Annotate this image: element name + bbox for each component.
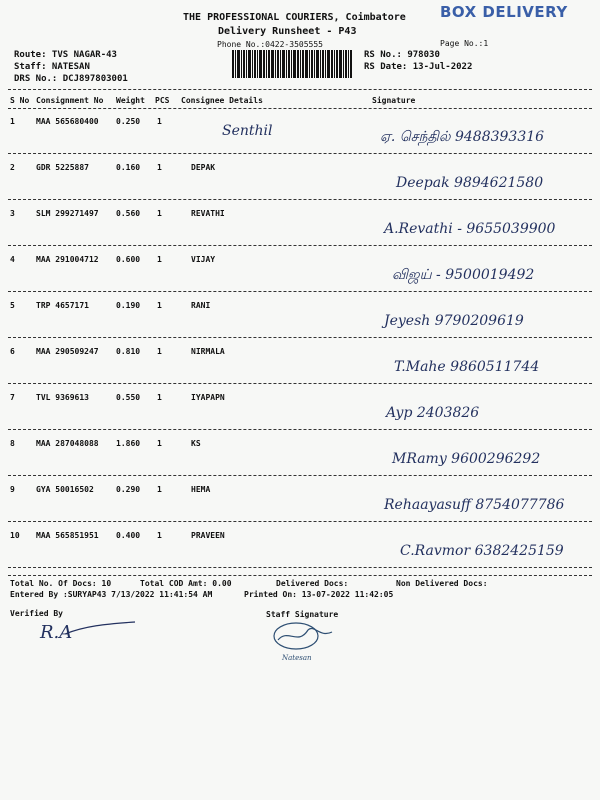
row-consignee: NIRMALA xyxy=(191,347,225,356)
row-sno: 8 xyxy=(10,439,15,448)
handwritten-name: Senthil xyxy=(222,123,273,139)
row-consignment: TVL 9369613 xyxy=(36,393,89,402)
row-divider xyxy=(8,337,592,338)
runsheet-title: Delivery Runsheet - P43 xyxy=(218,26,357,37)
header-divider-top xyxy=(8,89,592,90)
col-consignment: Consignment No xyxy=(36,96,104,105)
row-sno: 9 xyxy=(10,485,15,494)
header-divider-bottom xyxy=(8,108,592,109)
row-signature: விஜய் - 9500019492 xyxy=(392,267,535,283)
row-divider xyxy=(8,199,592,200)
row-weight: 1.860 xyxy=(116,439,141,448)
row-signature: MRamy 9600296292 xyxy=(392,451,541,467)
row-sno: 10 xyxy=(10,531,20,540)
rs-date: RS Date: 13-Jul-2022 xyxy=(364,62,473,72)
row-sno: 1 xyxy=(10,117,15,126)
row-signature: Deepak 9894621580 xyxy=(396,175,544,191)
row-weight: 0.190 xyxy=(116,301,141,310)
staff: Staff: NATESAN xyxy=(14,62,90,72)
delivered-docs: Delivered Docs: xyxy=(276,579,349,588)
printed-on: Printed On: 13-07-2022 11:42:05 xyxy=(244,590,394,599)
row-consignee: HEMA xyxy=(191,485,211,494)
row-consignment: TRP 4657171 xyxy=(36,301,89,310)
row-sno: 4 xyxy=(10,255,15,264)
row-weight: 0.160 xyxy=(116,163,141,172)
row-weight: 0.810 xyxy=(116,347,141,356)
row-divider xyxy=(8,521,592,522)
row-pcs: 1 xyxy=(157,347,162,356)
page-number: Page No.:1 xyxy=(440,39,489,48)
row-consignee: REVATHI xyxy=(191,209,225,218)
row-consignment: SLM 299271497 xyxy=(36,209,99,218)
staff-signature: Natesan xyxy=(282,654,312,662)
row-signature: T.Mahe 9860511744 xyxy=(394,359,540,375)
total-docs: Total No. Of Docs: 10 xyxy=(10,579,112,588)
row-consignee: IYAPAPN xyxy=(191,393,225,402)
staff-signature-label: Staff Signature xyxy=(266,610,339,619)
entered-by: Entered By :SURYAP43 7/13/2022 11:41:54 AM xyxy=(10,590,213,599)
row-pcs: 1 xyxy=(157,117,162,126)
row-divider xyxy=(8,153,592,154)
row-signature: A.Revathi - 9655039900 xyxy=(384,221,556,237)
row-sno: 2 xyxy=(10,163,15,172)
row-consignment: MAA 291004712 xyxy=(36,255,99,264)
row-pcs: 1 xyxy=(157,301,162,310)
row-pcs: 1 xyxy=(157,163,162,172)
row-pcs: 1 xyxy=(157,209,162,218)
row-consignee: RANI xyxy=(191,301,211,310)
row-weight: 0.560 xyxy=(116,209,141,218)
row-sno: 5 xyxy=(10,301,15,310)
row-sno: 7 xyxy=(10,393,15,402)
row-divider xyxy=(8,383,592,384)
row-signature: ஏ. செந்தில் 9488393316 xyxy=(380,129,545,145)
row-consignment: MAA 290509247 xyxy=(36,347,99,356)
row-consignee: VIJAY xyxy=(191,255,216,264)
row-consignment: GYA 50016502 xyxy=(36,485,94,494)
drs-number: DRS No.: DCJ897803001 xyxy=(14,74,128,84)
col-sno: S No xyxy=(10,96,30,105)
row-weight: 0.600 xyxy=(116,255,141,264)
company-name: THE PROFESSIONAL COURIERS, Coimbatore xyxy=(183,12,406,23)
verified-signature: R.A xyxy=(40,622,73,643)
row-divider xyxy=(8,429,592,430)
row-signature: Rehaayasuff 8754077786 xyxy=(384,497,565,513)
row-divider xyxy=(8,291,592,292)
row-consignment: MAA 565851951 xyxy=(36,531,99,540)
row-signature: Jeyesh 9790209619 xyxy=(384,313,524,329)
row-sno: 6 xyxy=(10,347,15,356)
phone-number: Phone No.:0422-3505555 xyxy=(217,40,323,49)
non-delivered-docs: Non Delivered Docs: xyxy=(396,579,488,588)
row-pcs: 1 xyxy=(157,485,162,494)
row-divider xyxy=(8,245,592,246)
row-consignment: MAA 287048088 xyxy=(36,439,99,448)
row-pcs: 1 xyxy=(157,439,162,448)
row-consignee: KS xyxy=(191,439,201,448)
barcode-icon xyxy=(232,50,352,78)
row-consignment: GDR 5225887 xyxy=(36,163,89,172)
row-consignment: MAA 565680400 xyxy=(36,117,99,126)
row-pcs: 1 xyxy=(157,393,162,402)
col-pcs: PCS xyxy=(155,96,170,105)
footer-divider xyxy=(8,575,592,576)
row-pcs: 1 xyxy=(157,531,162,540)
staff-signature-mark-icon xyxy=(268,618,338,654)
col-consignee: Consignee Details xyxy=(181,96,263,105)
row-sno: 3 xyxy=(10,209,15,218)
rs-number: RS No.: 978030 xyxy=(364,50,440,60)
verified-signature-stroke-icon xyxy=(60,618,140,642)
col-weight: Weight xyxy=(116,96,145,105)
col-signature: Signature xyxy=(372,96,416,105)
row-divider xyxy=(8,567,592,568)
total-cod: Total COD Amt: 0.00 xyxy=(140,579,232,588)
verified-by-label: Verified By xyxy=(10,609,63,618)
row-divider xyxy=(8,475,592,476)
row-signature: Ayp 2403826 xyxy=(386,405,480,421)
row-signature: C.Ravmor 6382425159 xyxy=(400,543,564,559)
row-weight: 0.550 xyxy=(116,393,141,402)
route: Route: TVS NAGAR-43 xyxy=(14,50,117,60)
row-weight: 0.290 xyxy=(116,485,141,494)
row-weight: 0.250 xyxy=(116,117,141,126)
box-delivery-stamp: BOX DELIVERY xyxy=(440,3,568,21)
row-consignee: PRAVEEN xyxy=(191,531,225,540)
row-consignee: DEPAK xyxy=(191,163,216,172)
row-pcs: 1 xyxy=(157,255,162,264)
row-weight: 0.400 xyxy=(116,531,141,540)
